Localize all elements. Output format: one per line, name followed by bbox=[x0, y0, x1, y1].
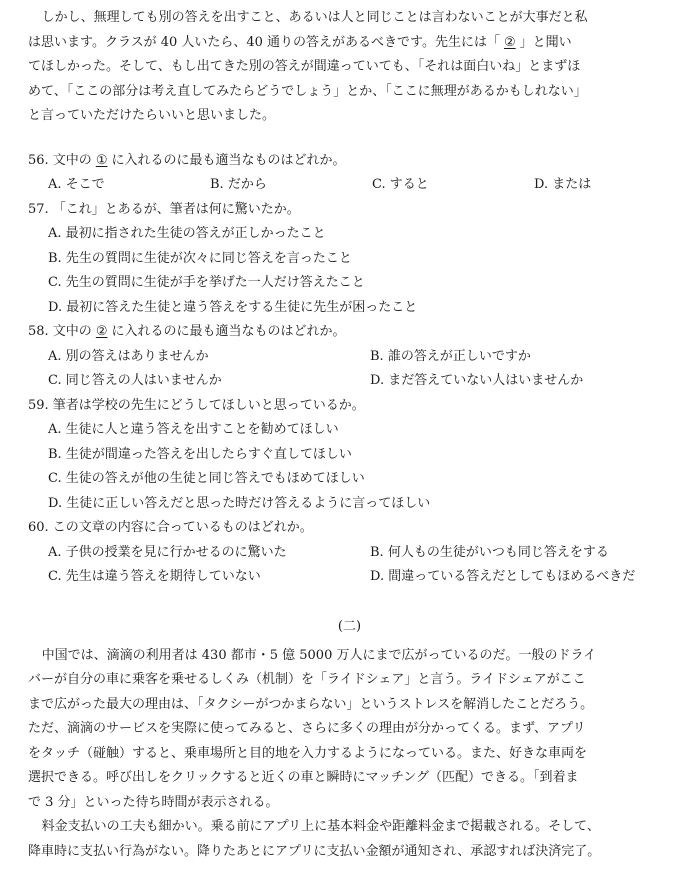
option-b: B. 先生の質問に生徒が次々に同じ答えを言ったこと bbox=[48, 250, 352, 266]
question-60 bbox=[28, 516, 671, 590]
question-57 bbox=[28, 198, 671, 321]
option-d: D. または bbox=[534, 177, 592, 192]
passage-2 bbox=[28, 644, 671, 865]
option-b: B. だから bbox=[210, 177, 267, 192]
passage-2-line: 中国では、滴滴の利用者は 430 都市・5 億 5000 万人にまで広がっているのだ。一般のドライ bbox=[41, 647, 597, 663]
question-56 bbox=[28, 149, 671, 198]
text-segment: 」と聞い bbox=[519, 34, 572, 50]
passage-2-line: 降車時に支払い行為がない。降りたあとにアプリに支払い金額が通知され、承認すれば決済完了。 bbox=[28, 843, 601, 859]
passage-2-line: 選択できる。呼び出しをクリックすると近くの車と瞬時にマッチング（匹配）できる。「到着ま bbox=[28, 770, 579, 785]
option-a: A. 最初に指された生徒の答えが正しかったこと bbox=[48, 226, 326, 241]
blank-2: ② bbox=[504, 34, 516, 50]
stem-text: に入れるのに最も適当なものはどれか。 bbox=[111, 324, 346, 339]
options bbox=[48, 345, 671, 394]
option-c: C. 同じ答えの人はいませんか bbox=[48, 373, 222, 388]
text-segment: は思います。クラスが 40 人いたら、40 通りの答えがあるべきです。先生には「 bbox=[28, 34, 501, 50]
question-stem bbox=[28, 320, 671, 345]
passage-1-line: めて、「ここの部分は考え直してみたらどうでしょう」とか、「ここに無理があるかもしれない」 bbox=[28, 83, 587, 99]
option-d: D. 最初に答えた生徒と違う答えをする生徒に先生が困ったこと bbox=[48, 299, 418, 315]
passage-2-line: をタッチ（碰触）すると、乗車場所と目的地を入力するようになっている。また、好きな車両を bbox=[28, 745, 588, 761]
option-c: C. すると bbox=[372, 177, 429, 192]
passage-2-line: まで広がった最大の理由は、「タクシーがつかまらない」というストレスを解消したことだろう。 bbox=[28, 696, 594, 712]
passage-2-line: ただ、滴滴のサービスを実際に使ってみると、さらに多くの理由が分かってくる。まず、アプリ bbox=[28, 721, 586, 736]
section-title: (二) bbox=[337, 618, 362, 634]
option-a: A. 子供の授業を見に行かせるのに驚いた bbox=[48, 544, 287, 560]
question-59 bbox=[28, 394, 671, 517]
question-stem: 57. 「これ」とあるが、筆者は何に驚いたか。 bbox=[28, 201, 300, 217]
passage-1-line bbox=[28, 31, 671, 56]
blank-1: ① bbox=[95, 152, 108, 168]
option-a: A. 生徒に人と違う答えを出すことを勧めてほしい bbox=[48, 422, 339, 437]
question-stem bbox=[28, 149, 671, 174]
question-58 bbox=[28, 320, 671, 394]
option-c: C. 先生は違う答えを期待していない bbox=[48, 569, 261, 584]
option-c: C. 先生の質問に生徒が手を挙げた一人だけ答えたこと bbox=[48, 275, 365, 290]
passage-2-line: バーが自分の車に乗客を乗せるしくみ（机制）を「ライドシェア」と言う。ライドシェアがここ bbox=[28, 672, 586, 687]
passage-1 bbox=[28, 6, 671, 129]
passage-1-line: しかし、無理しても別の答えを出すこと、あるいは人と同じことは言わないことが大事だと私 bbox=[41, 10, 588, 25]
passage-1-line: と言っていただけたらいいと思いました。 bbox=[28, 108, 276, 123]
option-d: D. まだ答えていない人はいませんか bbox=[370, 373, 584, 388]
passage-2-line: 料金支払いの工夫も細かい。乗る前にアプリ上に基本料金や距離料金まで掲載される。そして、 bbox=[41, 819, 600, 834]
option-d: D. 間違っている答えだとしてもほめるべきだ bbox=[370, 569, 636, 584]
blank-2: ② bbox=[95, 324, 108, 339]
option-b: B. 誰の答えが正しいですか bbox=[370, 348, 531, 364]
question-stem: 59. 筆者は学校の先生にどうしてほしいと思っているか。 bbox=[28, 397, 365, 413]
option-c: C. 生徒の答えが他の生徒と同じ答えでもほめてほしい bbox=[48, 471, 365, 486]
options bbox=[48, 173, 671, 198]
options bbox=[48, 418, 671, 516]
stem-text: 56. 文中の bbox=[28, 152, 92, 168]
option-d: D. 生徒に正しい答えだと思った時だけ答えるように言ってほしい bbox=[48, 495, 431, 511]
passage-2-line: で 3 分」といった待ち時間が表示される。 bbox=[28, 794, 279, 810]
stem-text: 58. 文中の bbox=[28, 324, 92, 339]
option-b: B. 何人もの生徒がいつも同じ答えをする bbox=[370, 544, 609, 560]
passage-1-line: てほしかった。そして、もし出てきた別の答えが間違っていても、「それは面白いね」とまずほ bbox=[28, 59, 581, 74]
option-a: A. 別の答えはありませんか bbox=[48, 348, 209, 364]
option-a: A. そこで bbox=[48, 177, 105, 192]
option-b: B. 生徒が間違った答えを出したらすぐ直してほしい bbox=[48, 446, 352, 462]
options bbox=[48, 541, 671, 590]
options bbox=[48, 222, 671, 320]
stem-text: に入れるのに最も適当なものはどれか。 bbox=[111, 152, 346, 168]
question-stem: 60. この文章の内容に合っているものはどれか。 bbox=[28, 520, 313, 535]
